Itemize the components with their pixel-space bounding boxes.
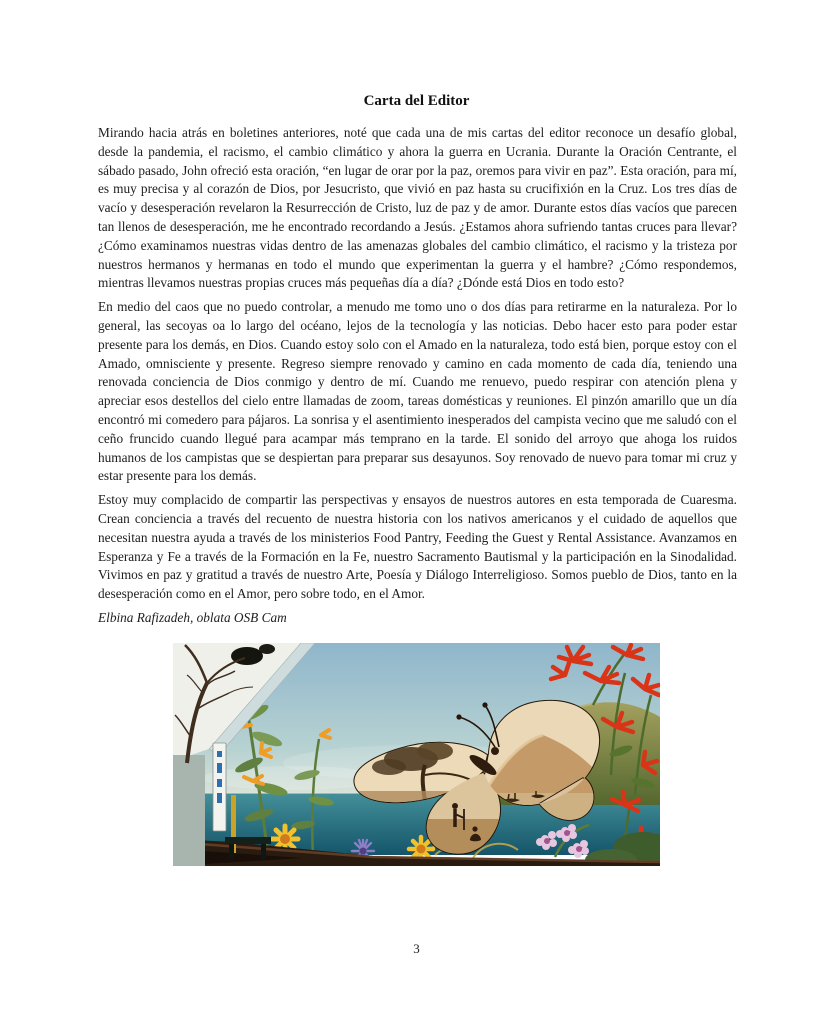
page-number: 3 <box>413 941 420 956</box>
bench-leg <box>261 844 266 859</box>
author-signature: Elbina Rafizadeh, oblata OSB Cam <box>98 609 287 625</box>
tree-foliage-clump <box>259 644 275 654</box>
mural-illustration <box>173 643 660 866</box>
paragraph: Mirando hacia atrás en boletines anteriores, noté que cada una de mis cartas del editor reconoce un desafío global, desde la pandemia, el racismo, el cambio climático y ahora la guerra en Ucrania. Durante la Oración Centrante, el sábado pasado, John ofreció esta oración, “en lugar de orar por la paz, oremos para vivir en paz”. Esta oración, para mí, es muy precisa y al corazón de Dios, por Jesucristo, que vivió en paz hasta su crucifixión en la Cruz. Los tres días de vacío y desesperación revelaron la Resurrección de Cristo, luz de paz y de amor. Durante estos días vacíos que parecen tan llenos de desesperación, me he encontrado recordando a Jesús. ¿Estamos ahora sufriendo tantas cruces para llevar? ¿Cómo examinamos nuestras vidas dentro de las amenazas globales del cambio climático, el racismo y la tristeza por nuestros hermanos y hermanas en todo el mundo que experimentan la guerra y el hambre? ¿Cómo respondemos, mientras llevamos nuestras propias cruces más pequeñas día a día? ¿Dónde está Dios en todo esto? <box>98 125 737 291</box>
bench-leg <box>229 844 234 859</box>
letter-body <box>98 124 737 628</box>
paragraph: Estoy muy complacido de compartir las perspectivas y ensayos de nuestros autores en esta temporada de Cuaresma. Crean conciencia a través del recuento de nuestra historia con los nativos americanos y el cuidado de aquellos que necesitan nuestra ayuda a través de los ministerios Food Pantry, Feeding the Guest y Rental Assistance. Avanzamos en Esperanza y Fe a través de la Formación en la Fe, nuestro Sacramento Bautismal y la participación en la Sinodalidad. Vivimos en paz y gratitud a través de nuestro Arte, Poesía y Diálogo Interreligioso. Somos pueblo de Dios, tanto en la desesperación como en el Amor, pero sobre todo, en el Amor. <box>98 492 737 602</box>
side-wall <box>173 755 205 866</box>
mural-photo <box>173 643 660 866</box>
page-title: Carta del Editor <box>363 93 470 109</box>
butterfly-head <box>491 747 499 755</box>
bench <box>225 837 271 844</box>
paragraph: En medio del caos que no puedo controlar, a menudo me tomo uno o dos días para retirarme en la naturaleza. Por lo general, las secoyas oa lo largo del océano, lejos de la tecnología y las noticias. Debo hacer esto para poder estar presente para los demás, en Dios. Cuando estoy solo con el Amado en la naturaleza, todo está bien, porque estoy con el Amado, omnisciente y presente. Regreso siempre renovado y camino en cada momento de cada día, teniendo una renovada conciencia de Dios conmigo y dentro de mí. Cuando me renuevo, puedo respirar con atención plena y apreciar esos destellos del cielo entre llamadas de zoom, tareas domésticas y reuniones. El pinzón amarillo que un día encontró mi comedero para pájaros. La sonrisa y el asentimiento inesperados del campista vecino que me saludó con el ceño fruncido cuando llegué para acampar más temprano en la tarde. El sonido del arroyo que ahoga los ruidos humanos de los campistas que se despiertan para preparar sus desayunos. Soy renovado de nuevo para tomar mi cruz y estar presente para los demás. <box>98 299 737 484</box>
